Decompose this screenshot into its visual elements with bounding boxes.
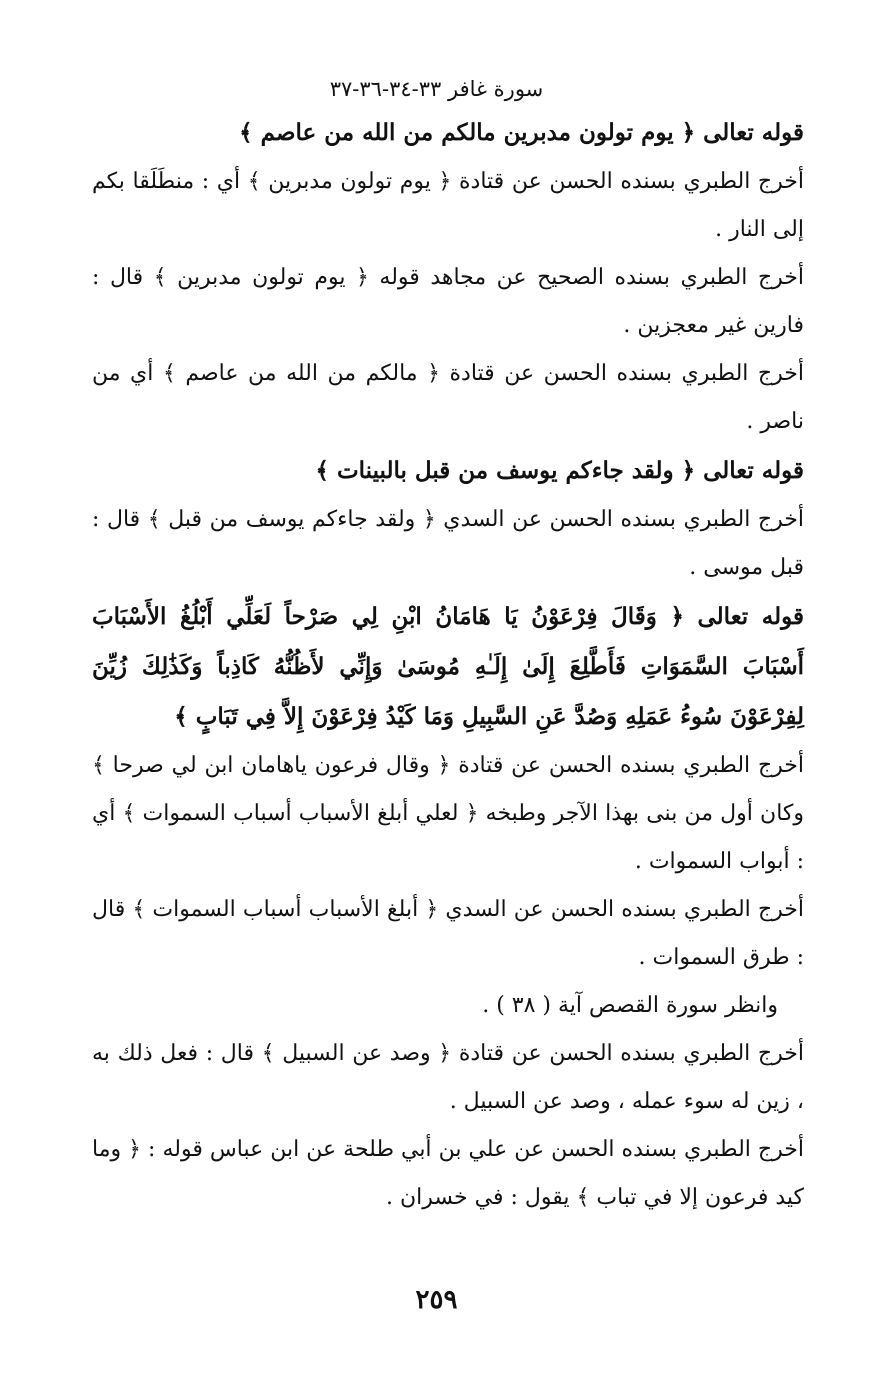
commentary-paragraph: أخرج الطبري بسنده الصحيح عن مجاهد قوله ﴿ يوم تولون مدبرين ﴾ قال : فارين غير معجزين . <box>92 265 804 338</box>
verse-heading: قوله تعالى ﴿ يوم تولون مدبرين مالكم من الله من عاصم ﴾ <box>239 119 804 146</box>
verse-heading-quran: قوله تعالى ﴿ وَقَالَ فِرْعَوْنُ يَا هَامَانُ ابْنِ لِي صَرْحاً لَعَلِّي أَبْلُغُ الأَسْبَابَ أَسْبَابَ السَّمَوَاتِ فَأَطَّلِعَ إِلَىٰ إِلَـٰهِ مُوسَىٰ وَإِنِّي لأَظُنُّهُ كَاذِباً وَكَذَٰلِكَ زُيِّنَ لِفِرْعَوْنَ سُوءُ عَمَلِهِ وَصُدَّ عَنِ السَّبِيلِ وَمَا كَيْدُ فِرْعَوْنَ إِلاَّ فِي تَبَابٍ ﴾ <box>92 603 804 730</box>
commentary-paragraph: أخرج الطبري بسنده الحسن عن قتادة ﴿ وقال فرعون ياهامان ابن لي صرحا ﴾ وكان أول من بنى بهذا الآجر وطبخه ﴿ لعلي أبلغ الأسباب أسباب السموات ﴾ أي : أبواب السموات . <box>92 753 804 874</box>
running-header: سورة غافر ٣٣-٣٤-٣٦-٣٧ <box>329 77 544 101</box>
commentary-paragraph: أخرج الطبري بسنده الحسن عن السدي ﴿ ولقد جاءكم يوسف من قبل ﴾ قال : قبل موسى . <box>92 507 804 580</box>
commentary-paragraph: أخرج الطبري بسنده الحسن عن قتادة ﴿ وصد عن السبيل ﴾ قال : فعل ذلك به ، زين له سوء عمله ، وصد عن السبيل . <box>92 1041 804 1114</box>
verse-heading: قوله تعالى ﴿ ولقد جاءكم يوسف من قبل بالبينات ﴾ <box>315 457 804 484</box>
commentary-paragraph: أخرج الطبري بسنده الحسن عن علي بن أبي طلحة عن ابن عباس قوله : ﴿ وما كيد فرعون إلا في تباب ﴾ يقول : في خسران . <box>92 1137 804 1210</box>
commentary-paragraph: أخرج الطبري بسنده الحسن عن قتادة ﴿ يوم تولون مدبرين ﴾ أي : منطَلَقا بكم إلى النار . <box>92 169 804 242</box>
commentary-paragraph: أخرج الطبري بسنده الحسن عن السدي ﴿ أبلغ الأسباب أسباب السموات ﴾ قال : طرق السموات . <box>92 897 804 970</box>
cross-reference-note: وانظر سورة القصص آية ( ٣٨ ) . <box>482 993 778 1018</box>
page-number: ٢٥٩ <box>415 1285 458 1315</box>
body-text <box>92 108 804 1222</box>
commentary-paragraph: أخرج الطبري بسنده الحسن عن قتادة ﴿ مالكم من الله من عاصم ﴾ أي من ناصر . <box>92 361 804 434</box>
